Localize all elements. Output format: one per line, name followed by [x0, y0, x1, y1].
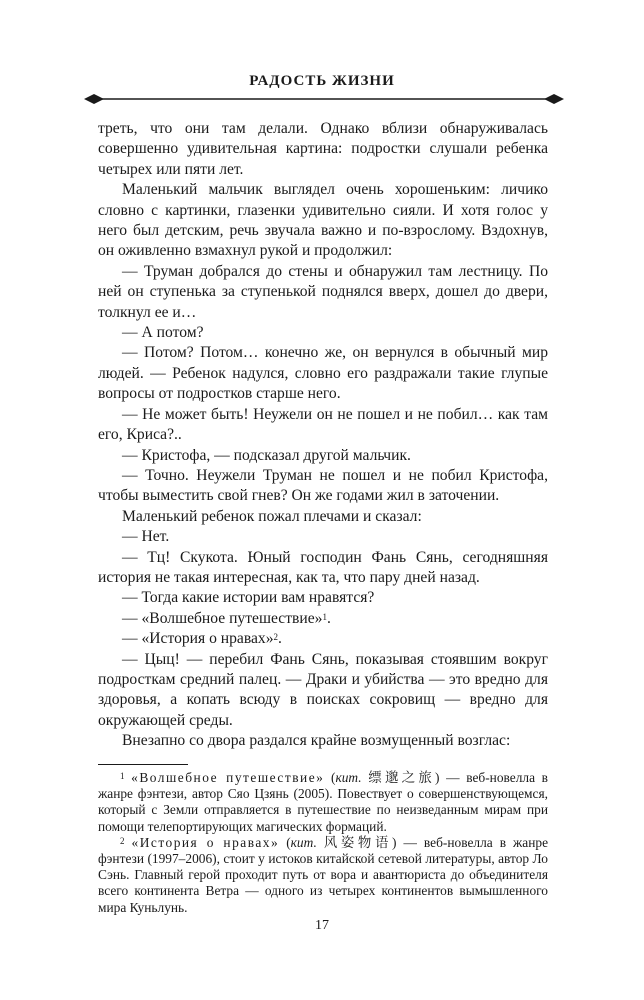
footnotes [98, 770, 548, 916]
paragraph: — Точно. Неужели Труман не пошел и не побил Кристофа, чтобы выместить свой гнев? Он же годами жил в заточении. [98, 466, 548, 505]
paragraph: — Потом? Потом… конечно же, он вернулся в обычный мир людей. — Ребенок надулся, словно его раздражали такие глупые вопросы от подростков старше него. [98, 344, 548, 403]
footnote-number: 1 [120, 771, 125, 781]
footnote-ref-2[interactable]: 2 [273, 632, 279, 643]
footnote-title: «История о нравах» [131, 834, 280, 850]
footnote-separator [98, 764, 188, 765]
paragraph: — А потом? [122, 324, 204, 342]
footnote-lang: кит. [335, 770, 362, 785]
footnote-1: $^1$ «Волшебное путешествие» (кит. 缥邈之旅) — веб-новелла в жанре фэнтези, автор Сяо Цзянь (2005). Повествует о совершенствующемся, который с Земли отправляется в путешествие по неизведанным мирам при помощи телепортирующих магических формаций. [98, 770, 549, 834]
header-ornament-rule [84, 92, 564, 106]
paragraph: Маленький ребенок пожал плечами и сказал: [122, 507, 422, 525]
footnote-lang: кит. [290, 834, 317, 850]
paragraph-text: — «Волшебное путешествие» [122, 609, 323, 627]
page-number: 17 [315, 918, 329, 933]
paragraph: — Цыц! — перебил Фань Сянь, показывая стоявшим вокруг подросткам средний палец. — Драки и убийства — это вредно для здоровья, а копать всюду в поисках сокровищ — вредно для окружающей среды. [98, 650, 548, 729]
main-text [98, 119, 548, 752]
running-header: РАДОСТЬ ЖИЗНИ [249, 73, 395, 89]
paragraph-text: — «История о нравах» [122, 630, 274, 648]
paragraph: — Не может быть! Неужели он не пошел и не побил… как там его, Криса?.. [98, 405, 548, 444]
footnote-2: $^2$ «История о нравах» (кит. 风姿物语) — веб-новелла в жанре фэнтези (1997–2006), стоит у истоков китайской сетевой литературы, автор Ло Сэнь. Главный герой проходит путь от вора и авантюриста до объединителя всего континента Ветра — одного из четырех континентов вымышленного мира Куньлунь. [98, 834, 549, 915]
paragraph: — Тц! Скукота. Юный господин Фань Сянь, сегодняшняя история не такая интересная, как та, что пару дней назад. [98, 548, 548, 586]
paragraph-with-footnote: — «История о нравах»$^2$. [122, 630, 282, 648]
paragraph: — Нет. [122, 528, 170, 546]
paragraph: — Кристофа, — подсказал другой мальчик. [122, 446, 411, 464]
footnote-text: — веб-новелла в жанре фэнтези (1997–2006), стоит у истоков китайской сетевой литературы, автор Ло Сэнь. Главный герой проходит путь от вора и авантюриста до объединителя всего континента Ветра — одного из четырех континентов вымышленного мира Куньлунь. [98, 834, 549, 915]
footnote-title: «Волшебное путешествие» [131, 770, 325, 785]
footnote-text: — веб-новелла в жанре фэнтези, автор Сяо Цзянь (2005). Повествует о совершенствующемся, который с Земли отправляется в путешествие по неизведанным мирам при помощи телепортирующих магических формаций. [98, 770, 549, 834]
paragraph-with-footnote: — «Волшебное путешествие»$^1$. [122, 609, 331, 627]
footnote-original-title: 缥邈之旅 [368, 770, 436, 785]
paragraph: — Труман добрался до стены и обнаружил там лестницу. По ней он ступенька за ступенькой поднялся вверх, дошел до двери, толкнул ее и… [98, 262, 548, 321]
footnote-ref-1[interactable]: 1 [322, 611, 327, 622]
footnote-number: 2 [120, 835, 125, 846]
paragraph: Маленький мальчик выглядел очень хорошеньким: личико словно с картинки, глазенки удивительно сияли. И хотя голос у него был детским, речь звучала важно и по-взрослому. Вздохнув, он оживленно взмахнул рукой и продолжил: [98, 181, 548, 260]
paragraph: — Тогда какие истории вам нравятся? [122, 589, 375, 607]
paragraph: треть, что они там делали. Однако вблизи обнаруживалась совершенно удивительная картина: подростки слушали ребенка четырех или пяти лет. [98, 120, 548, 178]
paragraph: Внезапно со двора раздался крайне возмущенный возглас: [122, 732, 511, 750]
footnote-original-title: 风姿物语 [323, 834, 393, 850]
